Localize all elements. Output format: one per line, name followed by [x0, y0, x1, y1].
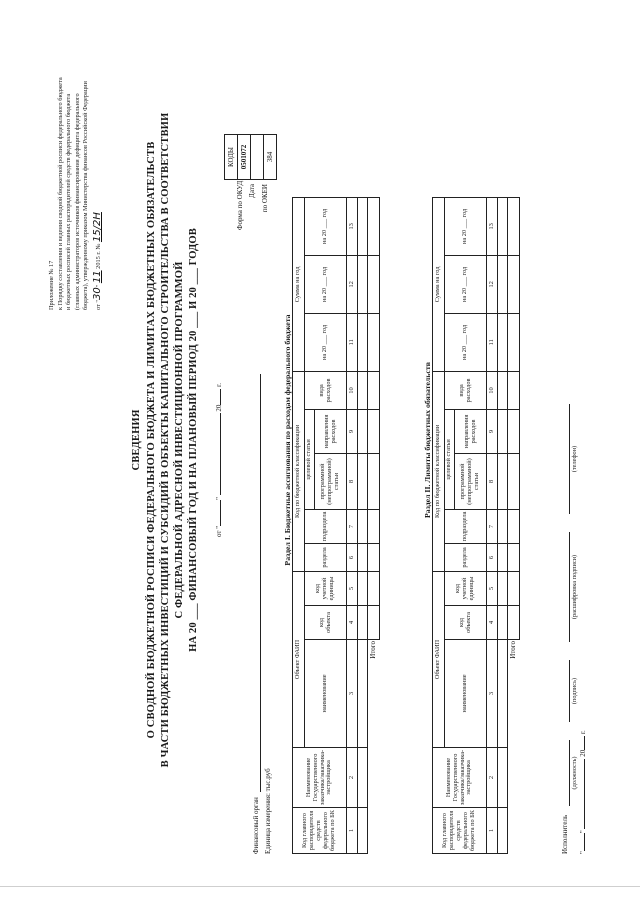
document-heading: СВЕДЕНИЯ	[131, 409, 142, 471]
s1-col-direction: направления расходов	[315, 409, 347, 453]
okud-label: Форма по ОКУД	[236, 180, 244, 230]
date-middle: "	[215, 497, 223, 500]
s1-num-2: 2	[347, 748, 358, 808]
s2-total-row	[508, 41, 520, 853]
s1-col-program: программной (непрограммной) статьи	[315, 453, 347, 509]
s1-num-10: 10	[347, 371, 358, 409]
approval-line-2: к Порядку составления и ведения сводной бюджетной росписи федерального бюджета	[56, 77, 64, 310]
s1-faip-object: Объект ФАИП	[293, 571, 305, 747]
okei-label: по ОКЕИ	[261, 184, 269, 213]
s2-budget-class: Код по бюджетной классификации	[433, 371, 445, 571]
s2-num-8: 8	[487, 453, 498, 509]
s2-col-direction: направления расходов	[455, 409, 487, 453]
date-prefix: от "	[215, 525, 223, 537]
section-1-title: Раздел I. Бюджетные ассигнования по расходам федерального бюджета	[283, 314, 292, 566]
approval-line-1: Приложение № 17	[48, 260, 55, 310]
approval-line-3: и бюджетных росписей главных распорядителей средств федерального бюджета	[65, 93, 72, 310]
s2-num-1: 1	[487, 808, 498, 854]
position-line	[569, 740, 570, 806]
date-line	[216, 383, 223, 537]
s2-col-year-1: на 20 ___ год	[445, 313, 487, 371]
okud-code: 0501072	[238, 135, 251, 180]
s2-col-subsection: подраздела	[445, 509, 487, 543]
s1-col-section: раздела	[305, 543, 347, 571]
s1-col-customer: Наименование Государственного заказчика/заказчика-застройщика	[293, 748, 347, 808]
s1-num-13: 13	[347, 197, 358, 255]
s2-col-grbs: Код главного распорядителя средств федерального бюджета по БК	[433, 808, 487, 854]
s2-target-article: целевой статьи	[445, 409, 455, 509]
approval-day: 30	[91, 287, 103, 301]
date-year-suffix: г.	[215, 382, 223, 387]
s1-num-7: 7	[347, 509, 358, 543]
s2-num-11: 11	[487, 313, 498, 371]
phone-caption: (телефон)	[571, 445, 578, 473]
decoding-caption: (расшифровка подписи)	[571, 554, 578, 620]
section-1-table	[292, 41, 380, 854]
signature-caption: (подпись)	[571, 677, 578, 705]
codes-box	[224, 134, 277, 180]
footer-date-suffix: г.	[579, 730, 587, 735]
date-label: Дата	[248, 184, 256, 198]
document-title-line-2: В ЧАСТИ БЮДЖЕТНЫХ ИНВЕСТИЦИЙ И СУБСИДИЙ В ОБЪЕКТЫ КАПИТАЛЬНОГО СТРОИТЕЛЬСТВА В СООТВЕТСТВИИ	[160, 112, 171, 768]
s1-col-subsection: подраздела	[305, 509, 347, 543]
s2-col-year-3: на 20 ___ год	[445, 197, 487, 255]
s2-total-label: Итого	[508, 641, 517, 659]
s1-col-expense-type: вида расходов	[305, 371, 347, 409]
s1-col-grbs: Код главного распорядителя средств федерального бюджета по БК	[293, 808, 347, 854]
approval-line-5: бюджета), утвержденному приказом Министерства финансов Российской Федерации	[82, 81, 89, 310]
position-caption: (должность)	[571, 756, 578, 790]
s1-num-1: 1	[347, 808, 358, 854]
s1-col-year-3: на 20 ___ год	[305, 197, 347, 255]
approval-number: 15/2Н	[91, 212, 103, 243]
s2-num-6: 6	[487, 543, 498, 571]
s1-col-object-code: код объекта	[305, 606, 347, 640]
date-year-prefix: 20	[215, 404, 223, 412]
approval-month: 11	[91, 270, 103, 284]
s2-num-2: 2	[487, 748, 498, 808]
approval-year: 2015 г. №	[94, 243, 102, 269]
s2-col-section: раздела	[445, 543, 487, 571]
s1-num-8: 8	[347, 453, 358, 509]
section-2-table	[432, 41, 520, 854]
s2-col-customer: Наименование Государственного заказчика/заказчика-застройщика	[433, 748, 487, 808]
approval-date-prefix: от "	[94, 300, 102, 310]
footer-date-quote-close: "	[579, 830, 587, 834]
s2-faip-object: Объект ФАИП	[433, 571, 445, 747]
date-code	[251, 135, 264, 180]
s1-total-row	[368, 41, 380, 853]
approval-date-sep: "	[94, 284, 102, 288]
codes-header: КОДЫ	[225, 135, 238, 180]
executor-label: Исполнитель	[561, 814, 569, 854]
document-title-line-4: НА 20 ___ ФИНАНСОВЫЙ ГОД И НА ПЛАНОВЫЙ ПЕРИОД 20 ___ И 20 ___ ГОДОВ	[188, 228, 199, 652]
s1-num-3: 3	[347, 640, 358, 748]
approval-line-6	[91, 58, 105, 310]
s1-num-4: 4	[347, 606, 358, 640]
s1-col-year-1: на 20 ___ год	[305, 313, 347, 371]
footer-date	[580, 730, 587, 854]
s1-col-year-2: на 20 ___ год	[305, 255, 347, 313]
document-title-line-3: С ФЕДЕРАЛЬНОЙ АДРЕСНОЙ ИНВЕСТИЦИОННОЙ ПРОГРАММОЙ	[174, 261, 185, 619]
s1-col-unit-code: код учетной единицы	[305, 571, 347, 605]
s2-num-3: 3	[487, 640, 498, 748]
section-2-title: Раздел II. Лимиты бюджетных обязательств	[423, 362, 432, 518]
finance-org-label: Финансовый орган	[252, 797, 260, 854]
approval-block	[48, 58, 104, 310]
approval-line-4: (главных администраторов источников финансирования дефицита федерального	[73, 93, 81, 310]
rotated-form	[40, 10, 590, 870]
s2-col-name: наименование	[445, 640, 487, 748]
s2-num-10: 10	[487, 371, 498, 409]
signature-line	[569, 660, 570, 722]
unit-label: Единица измерения: тыс.руб	[264, 768, 272, 854]
s1-num-12: 12	[347, 255, 358, 313]
okei-code: 384	[264, 135, 277, 180]
s2-num-12: 12	[487, 255, 498, 313]
s1-num-9: 9	[347, 409, 358, 453]
document-title-line-1: О СВОДНОЙ БЮДЖЕТНОЙ РОСПИСИ ФЕДЕРАЛЬНОГО БЮДЖЕТА И ЛИМИТАХ БЮДЖЕТНЫХ ОБЯЗАТЕЛЬСТВ	[146, 141, 157, 739]
s2-num-13: 13	[487, 197, 498, 255]
s2-col-program: программной (непрограммной) статьи	[455, 453, 487, 509]
s2-col-object-code: код объекта	[445, 606, 487, 640]
s2-col-unit-code: код учетной единицы	[445, 571, 487, 605]
s2-num-5: 5	[487, 571, 498, 605]
s2-num-4: 4	[487, 606, 498, 640]
finance-org-line	[260, 374, 261, 792]
s2-num-7: 7	[487, 509, 498, 543]
s1-sum-per-year: Сумма на год	[293, 197, 305, 371]
s1-target-article: целевой статьи	[305, 409, 315, 509]
decoding-line	[569, 532, 570, 642]
s1-num-6: 6	[347, 543, 358, 571]
s1-num-5: 5	[347, 571, 358, 605]
footer-date-year: 20	[579, 749, 587, 757]
s1-num-11: 11	[347, 313, 358, 371]
footer-date-quote-open: "	[579, 851, 587, 854]
scan-edge-line	[0, 886, 640, 887]
phone-line	[569, 404, 570, 514]
s1-total-label: Итого	[368, 641, 377, 659]
s1-col-name: наименование	[305, 640, 347, 748]
s2-col-year-2: на 20 ___ год	[445, 255, 487, 313]
s2-sum-per-year: Сумма на год	[433, 197, 445, 371]
s2-col-expense-type: вида расходов	[445, 371, 487, 409]
s2-num-9: 9	[487, 409, 498, 453]
s1-budget-class: Код по бюджетной классификации	[293, 371, 305, 571]
